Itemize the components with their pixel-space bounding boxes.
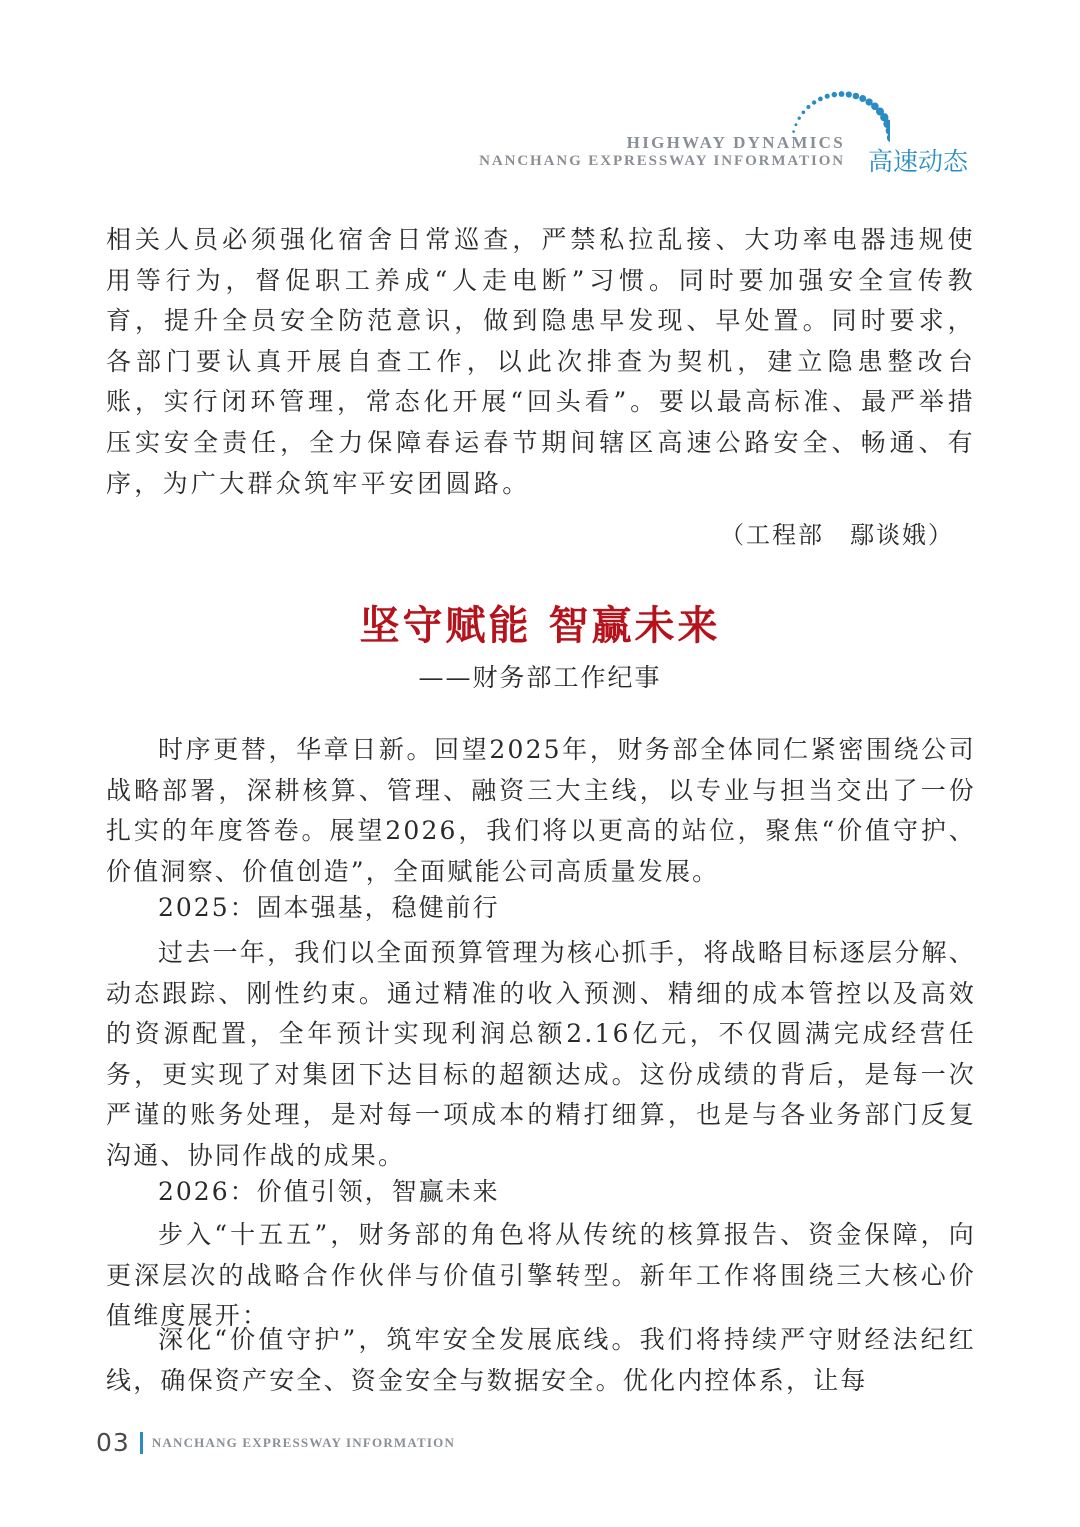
arc-dot (853, 93, 860, 100)
arc-dot (825, 94, 830, 99)
arc-dot (846, 91, 852, 97)
arc-dot (806, 105, 810, 109)
footer-divider (140, 1432, 143, 1454)
previous-article-signature: （工程部 鄢谈娥） (720, 521, 954, 549)
arc-dot (839, 91, 845, 97)
article-title: 坚守赋能 智赢未来 (359, 603, 721, 649)
section-heading-2026: 2026：价值引领，智赢未来 (158, 1177, 500, 1206)
arc-dot (859, 95, 866, 102)
arc-dot (794, 123, 797, 126)
arc-dot (798, 117, 801, 120)
header-section-label: 高速动态 (868, 147, 969, 176)
page-footer (96, 1428, 455, 1457)
paragraph-value-guard: 深化“价值守护”，筑牢安全发展底线。我们将持续严守财经法纪红线，确保资产安全、资金安全与数据安全。优化内控体系，让每 (106, 1325, 976, 1395)
previous-article-paragraph: 相关人员必须强化宿舍日常巡查，严禁私拉乱接、大功率电器违规使用等行为，督促职工养成“人走电断”习惯。同时要加强安全宣传教育，提升全员安全防范意识，做到隐患早发现、早处置。同时要求，各部门要认真开展自查工作，以此次排查为契机，建立隐患整改台账，实行闭环管理，常态化开展“回头看”。要以最高标准、最严举措压实安全责任，全力保障春运春节期间辖区高速公路安全、畅通、有序，为广大群众筑牢平安团圆路。 (106, 225, 976, 498)
paragraph-2026: 步入“十五五”，财务部的角色将从传统的核算报告、资金保障，向更深层次的战略合作伙伴与价值引擎转型。新年工作将围绕三大核心价值维度展开： (106, 1220, 976, 1331)
page-number: 03 (96, 1428, 130, 1457)
article-subtitle: ——财务部工作纪事 (418, 663, 662, 692)
arc-dot (818, 97, 823, 102)
paragraph-2025: 过去一年，我们以全面预算管理为核心抓手，将战略目标逐层分解、动态跟踪、刚性约束。通过精准的收入预测、精细的成本管控以及高效的资源配置，全年预计实现利润总额2.16亿元，不仅圆满完成经营任务，更实现了对集团下达目标的超额达成。这份成绩的背后，是每一次严谨的账务处理，是对每一项成本的精打细算，也是与各业务部门反复沟通、协同作战的成果。 (106, 938, 976, 1170)
header-title-line2: NANCHANG EXPRESSWAY INFORMATION (479, 153, 845, 169)
article-intro-paragraph: 时序更替，华章日新。回望2025年，财务部全体同仁紧密围绕公司战略部署，深耕核算、管理、融资三大主线，以专业与担当交出了一份扎实的年度答卷。展望2026，我们将以更高的站位，聚焦“价值守护、价值洞察、价值创造”，全面赋能公司高质量发展。 (106, 735, 976, 886)
footer-publication-name: NANCHANG EXPRESSWAY INFORMATION (151, 1434, 456, 1450)
arc-dot (887, 133, 890, 142)
arc-dot (832, 92, 837, 97)
header-title-line1: HIGHWAY DYNAMICS (626, 133, 845, 152)
header-english-title (479, 134, 845, 169)
arc-dot (802, 110, 806, 114)
arc-dot (812, 100, 816, 104)
section-heading-2025: 2025：固本强基，稳健前行 (158, 893, 500, 922)
